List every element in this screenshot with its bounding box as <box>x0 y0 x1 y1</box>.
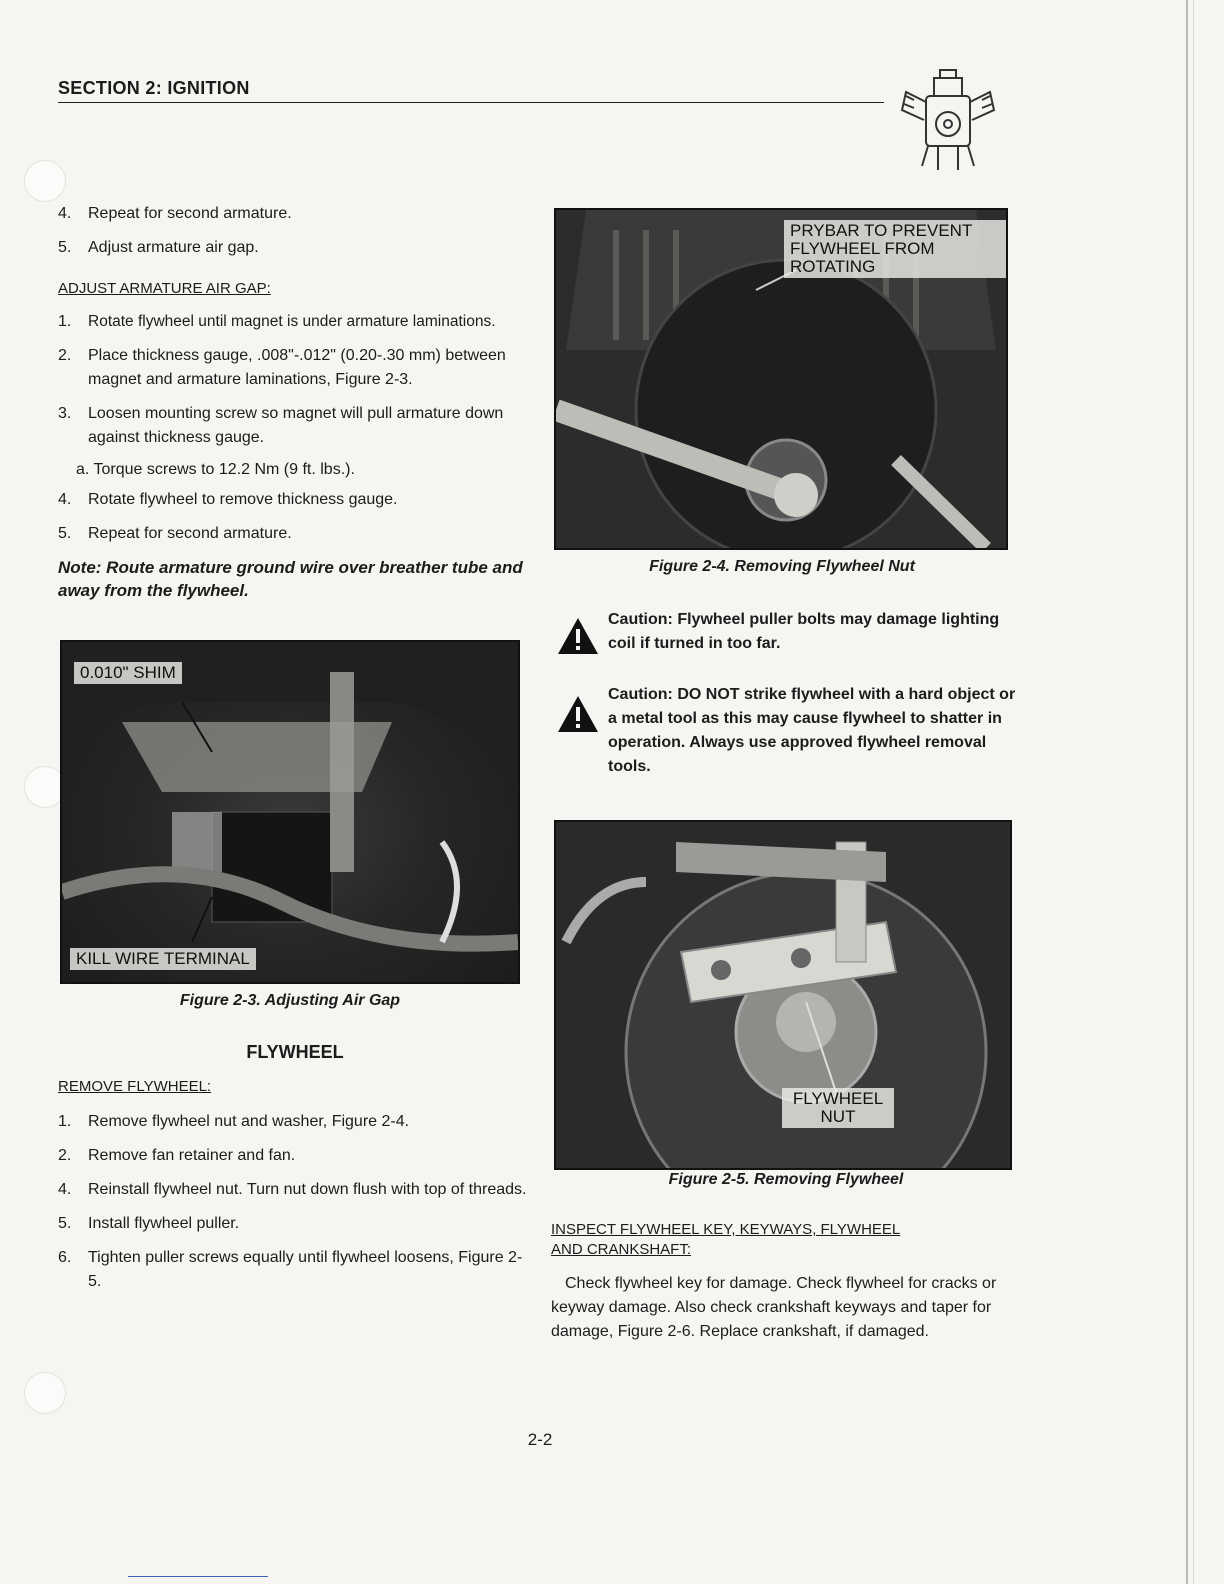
adjust-heading: ADJUST ARMATURE AIR GAP: <box>58 280 271 297</box>
figure-2-5-photo <box>554 820 1012 1170</box>
list-item: 5. Repeat for second armature. <box>58 525 292 542</box>
note: Note: Route armature ground wire over breather tube and away from the flywheel. <box>58 558 523 600</box>
binder-hole-bottom <box>24 1372 66 1414</box>
label-kill-wire: KILL WIRE TERMINAL <box>70 948 256 970</box>
list-item: 4. Reinstall flywheel nut. Turn nut down flush with top of threads. <box>58 1181 527 1198</box>
remove-heading: REMOVE FLYWHEEL: <box>58 1078 212 1095</box>
page-edge-line-2 <box>1193 0 1194 1584</box>
section-title: SECTION 2: IGNITION <box>58 78 250 98</box>
caution-2: Caution: DO NOT strike flywheel with a hard object or a metal tool as this may cause flywheel to shatter in operation. Always use approved flywheel removal tools. <box>608 686 1016 775</box>
figure-2-5-caption: Figure 2-5. Removing Flywheel <box>668 1171 904 1188</box>
inspect-text: Check flywheel key for damage. Check flywheel for cracks or keyway damage. Also check crankshaft keyways and taper for damage, Figure 2-6. Replace crankshaft, if damaged. <box>551 1275 997 1340</box>
figure-2-3-caption: Figure 2-3. Adjusting Air Gap <box>179 992 401 1009</box>
label-prybar: PRYBAR TO PREVENT FLYWHEEL FROM ROTATING <box>784 220 1006 278</box>
list-item: 4. Repeat for second armature. <box>58 205 292 222</box>
list-item: 1. Rotate flywheel until magnet is under armature laminations. <box>58 313 496 330</box>
list-item: 5. Adjust armature air gap. <box>58 239 259 256</box>
air-gap-illustration <box>62 642 518 982</box>
list-item: 2. Remove fan retainer and fan. <box>58 1147 296 1164</box>
list-item: 3. Loosen mounting screw so magnet will pull armature down against thickness gauge. <box>58 405 504 446</box>
substep: a. Torque screws to 12.2 Nm (9 ft. lbs.). <box>76 461 355 478</box>
engine-icon <box>898 66 998 174</box>
list-item: 2. Place thickness gauge, .008"-.012" (0.20-.30 mm) between magnet and armature laminations, Figure 2-3. <box>58 347 506 388</box>
caution-1: Caution: Flywheel puller bolts may damage lighting coil if turned in too far. <box>608 611 1000 652</box>
header-rule <box>58 102 884 103</box>
list-item: 5. Install flywheel puller. <box>58 1215 240 1232</box>
adjust-steps <box>58 310 530 546</box>
warning-icon <box>556 616 600 656</box>
page-edge-line <box>1186 0 1188 1584</box>
figure-2-4-caption: Figure 2-4. Removing Flywheel Nut <box>649 558 915 575</box>
inspect-heading: INSPECT FLYWHEEL KEY, KEYWAYS, FLYWHEEL AND CRANKSHAFT: <box>551 1221 901 1258</box>
list-item: 4. Rotate flywheel to remove thickness gauge. <box>58 491 398 508</box>
warning-icon <box>556 694 600 734</box>
top-steps <box>58 202 528 260</box>
label-shim: 0.010" SHIM <box>74 662 182 684</box>
label-flywheel-nut: FLYWHEEL NUT <box>782 1088 894 1128</box>
list-item: 6. Tighten puller screws equally until flywheel loosens, Figure 2-5. <box>58 1249 523 1290</box>
bottom-rule <box>128 1576 268 1577</box>
page-number: 2-2 <box>527 1430 553 1449</box>
list-item: 1. Remove flywheel nut and washer, Figure 2-4. <box>58 1113 410 1130</box>
flywheel-heading: FLYWHEEL <box>246 1042 344 1062</box>
figure-2-4-photo <box>554 208 1008 550</box>
remove-steps <box>58 1110 528 1294</box>
figure-2-3-photo <box>60 640 520 984</box>
binder-hole-top <box>24 160 66 202</box>
